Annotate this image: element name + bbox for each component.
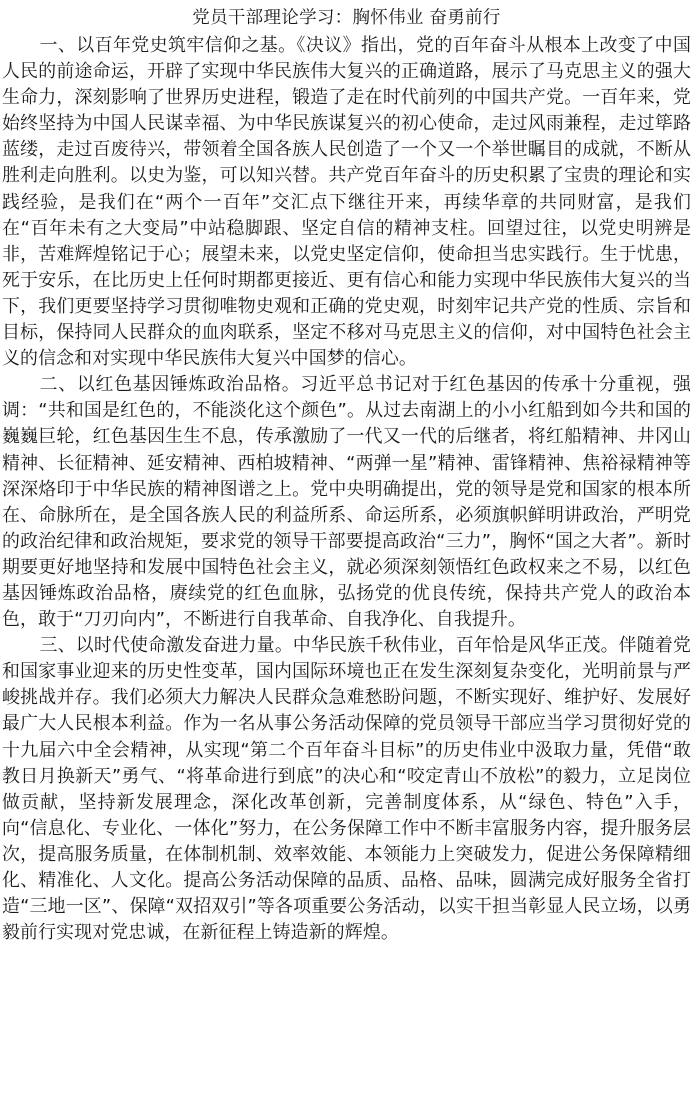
paragraph-red-gene: 二、以红色基因锤炼政治品格。习近平总书记对于红色基因的传承十分重视，强调：“共和国是红色的，不能淡化这个颜色”。从过去南湖上的小小红船到如今共和国的巍巍巨轮，红色基因生生不息，传承激励了一代又一代的后继者，将红船精神、井冈山精神、长征精神、延安精神、西柏坡精神、“两弹一星”精神、雷锋精神、焦裕禄精神等深深烙印于中华民族的精神图谱之上。党中央明确提出，党的领导是党和国家的根本所在、命脉所在，是全国各族人民的利益所系、命运所系，必须旗帜鲜明讲政治，严明党的政治纪律和政治规矩，要求党的领导干部要提高政治“三力”，胸怀“国之大者”。新时期要更好地坚持和发展中国特色社会主义，就必须深刻领悟红色政权来之不易，以红色基因锤炼政治品格，赓续党的红色血脉，弘扬党的优良传统，保持共产党人的政治本色，敢于“刀刃向内”，不断进行自我革命、自我净化、自我提升。 xyxy=(2,374,691,631)
paragraph-mission: 三、以时代使命激发奋进力量。中华民族千秋伟业，百年恰是风华正茂。伴随着党和国家事业迎来的历史性变革，国内国际环境也正在发生深刻复杂变化，光明前景与严峻挑战并存。我们必须大力解决人民群众急难愁盼问题，不断实现好、维护好、发展好最广大人民根本利益。作为一名从事公务活动保障的党员领导干部应当学习贯彻好党的十九届六中全会精神，从实现“第二个百年奋斗目标”的历史伟业中汲取力量，凭借“敢教日月换新天”勇气、“将革命进行到底”的决心和“咬定青山不放松”的毅力，立足岗位做贡献，坚持新发展理念，深化改革创新，完善制度体系，从“绿色、特色”入手，向“信息化、专业化、一体化”努力，在公务保障工作中不断丰富服务内容，提升服务层次，提高服务质量，在体制机制、效率效能、本领能力上突破发力，促进公务保障精细化、精准化、人文化。提高公务活动保障的品质、品格、品味，圆满完成好服务全省打造“三地一区”、保障“双招双引”等各项重要公务活动，以实干担当彰显人民立场，以勇毅前行实现对党忠诚，在新征程上铸造新的辉煌。 xyxy=(2,635,691,944)
paragraph-party-history: 一、以百年党史筑牢信仰之基。《决议》指出，党的百年奋斗从根本上改变了中国人民的前途命运，开辟了实现中华民族伟大复兴的正确道路，展示了马克思主义的强大生命力，深刻影响了世界历史进程，锻造了走在时代前列的中国共产党。一百年来，党始终坚持为中国人民谋幸福、为中华民族谋复兴的初心使命，走过风雨兼程，走过筚路蓝缕，走过百废待兴，带领着全国各族人民创造了一个又一个举世瞩目的成就，不断从胜利走向胜利。以史为鉴，可以知兴替。共产党百年奋斗的历史积累了宝贵的理论和实践经验，是我们在“两个一百年”交汇点下继往开来，再续华章的共同财富，是我们在“百年未有之大变局”中站稳脚跟、坚定自信的精神支柱。回望过往，以党史明辨是非，苦难辉煌铭记于心；展望未来，以党史坚定信仰，使命担当忠实践行。生于忧患，死于安乐，在比历史上任何时期都更接近、更有信心和能力实现中华民族伟大复兴的当下，我们更要坚持学习贯彻唯物史观和正确的党史观，时刻牢记共产党的性质、宗旨和目标，保持同人民群众的血肉联系，坚定不移对马克思主义的信仰，对中国特色社会主义的信念和对实现中华民族伟大复兴中国梦的信心。 xyxy=(2,35,691,370)
document-title: 党员干部理论学习：胸怀伟业 奋勇前行 xyxy=(192,8,501,28)
